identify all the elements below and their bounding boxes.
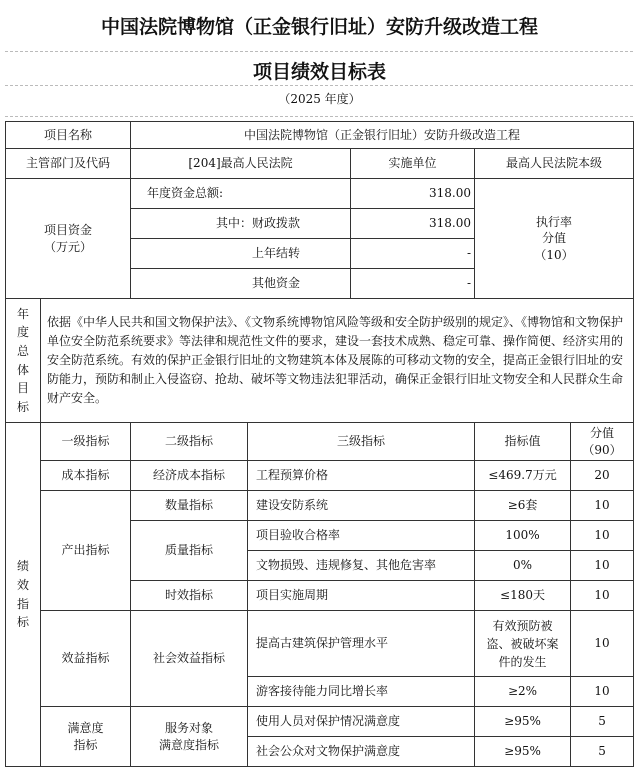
carryover-value: - (351, 239, 475, 269)
level3-header: 三级指标 (248, 423, 475, 461)
impl-unit-value: 最高人民法院本级 (475, 149, 634, 179)
indicator-score: 10 (571, 521, 634, 551)
dept-label: 主管部门及代码 (6, 149, 131, 179)
indicator-score: 10 (571, 581, 634, 611)
indicator-row (6, 461, 634, 491)
output-level1: 产出指标 (41, 491, 131, 611)
level1-header: 一级指标 (41, 423, 131, 461)
page-title: 中国法院博物馆（正金银行旧址）安防升级改造工程 (100, 16, 538, 38)
other-funds-label: 其他资金 (131, 269, 351, 299)
fiscal-year: （2025 年度） (278, 92, 361, 106)
score-line1: 执行率 (536, 215, 573, 230)
carryover-label: 上年结转 (131, 239, 351, 269)
indicator-value: ≤180天 (475, 581, 571, 611)
annual-funds-value: 318.00 (351, 179, 475, 209)
divider (5, 85, 633, 86)
dept-value: [204]最高人民法院 (131, 149, 351, 179)
goal-text: 依据《中华人民共和国文物保护法》、《文物系统博物馆风险等级和安全防护级别的规定》、《博物馆和文物保护单位安全防范系统要求》等法律和规范性文件的要求，建设一套技术成熟、稳定可靠、操作简便、经济实用的安全防范系统。有效的保护正金银行旧址的文物建筑本体及展陈的可移动文物的安全，提高正金银行旧址的安防能力，预防和制止入侵盗窃、抢劫、破坏等文物违法犯罪活动，确保正金银行旧址文物安全和人民群众生命财产安全。 (41, 299, 634, 423)
department-row (6, 149, 634, 179)
page-subtitle: 项目绩效目标表 (252, 61, 386, 83)
indicator-value: ≥2% (475, 677, 571, 707)
indicator-score: 10 (571, 551, 634, 581)
indicator-value: 100% (475, 521, 571, 551)
indicator-name: 游客接待能力同比增长率 (248, 677, 475, 707)
performance-indicators-label: 绩 效 指 标 (6, 423, 41, 767)
funds-label-line1: 项目资金 (44, 223, 93, 238)
level2-header: 二级指标 (131, 423, 248, 461)
indicator-row (6, 611, 634, 677)
satisfaction-level1: 满意度 指标 (41, 707, 131, 767)
indicator-row (6, 491, 634, 521)
execution-rate-score (475, 179, 634, 299)
indicator-score: 20 (571, 461, 634, 491)
score-line2: 分值 (542, 231, 567, 246)
divider (5, 51, 633, 52)
annual-funds-label: 年度资金总额: (131, 179, 351, 209)
quantity-level2: 数量指标 (131, 491, 248, 521)
indicator-value: 0% (475, 551, 571, 581)
performance-table (5, 121, 634, 767)
indicator-name: 使用人员对保护情况满意度 (248, 707, 475, 737)
fiscal-funds-value: 318.00 (351, 209, 475, 239)
divider (5, 116, 633, 117)
project-name-label: 项目名称 (6, 122, 131, 149)
funds-annual-row (6, 179, 634, 209)
goal-row (6, 299, 634, 423)
benefit-level1: 效益指标 (41, 611, 131, 707)
fiscal-funds-label: 其中：财政拨款 (131, 209, 351, 239)
indicator-value: ≤469.7万元 (475, 461, 571, 491)
indicator-row (6, 707, 634, 737)
cost-level2: 经济成本指标 (131, 461, 248, 491)
quality-level2: 质量指标 (131, 521, 248, 581)
indicator-value: 有效预防被盗、被破坏案件的发生 (475, 611, 571, 677)
indicator-value: ≥6套 (475, 491, 571, 521)
social-benefit-level2: 社会效益指标 (131, 611, 248, 707)
indicator-name: 项目实施周期 (248, 581, 475, 611)
funds-label (6, 179, 131, 299)
score-line3: （10） (534, 247, 574, 262)
indicator-score: 5 (571, 707, 634, 737)
cost-level1: 成本指标 (41, 461, 131, 491)
indicator-value: ≥95% (475, 707, 571, 737)
indicator-score: 10 (571, 491, 634, 521)
value-header: 指标值 (475, 423, 571, 461)
indicator-name: 建设安防系统 (248, 491, 475, 521)
goal-label: 年 度 总 体 目 标 (6, 299, 41, 423)
score-header: 分值 （90） (571, 423, 634, 461)
indicator-name: 文物损毁、违规修复、其他危害率 (248, 551, 475, 581)
indicator-header-row (6, 423, 634, 461)
indicator-name: 项目验收合格率 (248, 521, 475, 551)
indicator-name: 提高古建筑保护管理水平 (248, 611, 475, 677)
indicator-name: 工程预算价格 (248, 461, 475, 491)
timeliness-level2: 时效指标 (131, 581, 248, 611)
indicator-score: 5 (571, 737, 634, 767)
satisfaction-level2: 服务对象 满意度指标 (131, 707, 248, 767)
funds-label-line2: （万元） (44, 239, 93, 254)
other-funds-value: - (351, 269, 475, 299)
indicator-score: 10 (571, 677, 634, 707)
project-name-row (6, 122, 634, 149)
indicator-value: ≥95% (475, 737, 571, 767)
impl-unit-label: 实施单位 (351, 149, 475, 179)
indicator-name: 社会公众对文物保护满意度 (248, 737, 475, 767)
indicator-score: 10 (571, 611, 634, 677)
project-name-value: 中国法院博物馆（正金银行旧址）安防升级改造工程 (131, 122, 634, 149)
